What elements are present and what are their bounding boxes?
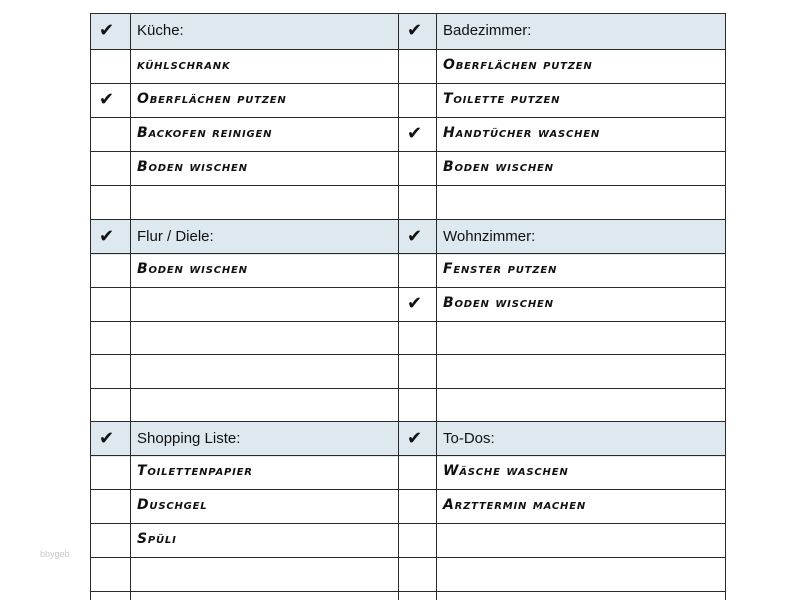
checklist-table (90, 13, 726, 600)
list-item: Backofen reinigen (137, 125, 273, 141)
column-divider (725, 13, 726, 600)
list-item: Duschgel (137, 497, 208, 513)
list-item: Toilettenpapier (137, 463, 253, 479)
item-check-icon[interactable]: ✔ (99, 89, 115, 110)
section-title-flur: Flur / Diele: (137, 228, 214, 245)
section-title-badezimmer: Badezimmer: (443, 22, 532, 39)
list-item: Wäsche waschen (443, 463, 569, 479)
row-divider (90, 117, 726, 118)
list-item: Boden wischen (443, 159, 554, 175)
column-divider (90, 13, 91, 600)
row-divider (90, 287, 726, 288)
list-item: Oberflächen putzen (443, 57, 593, 73)
section-check-icon[interactable]: ✔ (407, 20, 423, 41)
list-item: Oberflächen putzen (137, 91, 287, 107)
list-item: Boden wischen (137, 159, 248, 175)
section-title-todos: To-Dos: (443, 430, 495, 447)
item-check-icon[interactable]: ✔ (407, 293, 423, 314)
section-check-icon[interactable]: ✔ (99, 226, 115, 247)
section-check-icon[interactable]: ✔ (99, 428, 115, 449)
row-divider (90, 253, 726, 254)
row-divider (90, 523, 726, 524)
list-item: Boden wischen (137, 261, 248, 277)
watermark: bbygeb (40, 549, 70, 559)
column-divider (130, 13, 131, 600)
section-title-kueche: Küche: (137, 22, 184, 39)
row-divider (90, 354, 726, 355)
row-divider (90, 388, 726, 389)
row-divider (90, 83, 726, 84)
section-check-icon[interactable]: ✔ (407, 428, 423, 449)
row-divider (90, 185, 726, 186)
row-divider (90, 13, 726, 14)
row-divider (90, 489, 726, 490)
row-divider (90, 591, 726, 592)
section-title-wohnzimmer: Wohnzimmer: (443, 228, 536, 245)
list-item: Fenster putzen (443, 261, 558, 277)
section-check-icon[interactable]: ✔ (407, 226, 423, 247)
section-title-shopping: Shopping Liste: (137, 430, 241, 447)
row-divider (90, 321, 726, 322)
row-divider (90, 557, 726, 558)
list-item: Spüli (137, 531, 177, 547)
row-divider (90, 49, 726, 50)
list-item: kühlschrank (137, 57, 231, 73)
list-item: Toilette putzen (443, 91, 561, 107)
list-item: Arzttermin machen (443, 497, 586, 513)
list-item: Handtücher waschen (443, 125, 601, 141)
list-item: Boden wischen (443, 295, 554, 311)
row-divider (90, 421, 726, 422)
column-divider (436, 13, 437, 600)
row-divider (90, 151, 726, 152)
item-check-icon[interactable]: ✔ (407, 123, 423, 144)
row-divider (90, 455, 726, 456)
column-divider (398, 13, 399, 600)
row-divider (90, 219, 726, 220)
section-check-icon[interactable]: ✔ (99, 20, 115, 41)
